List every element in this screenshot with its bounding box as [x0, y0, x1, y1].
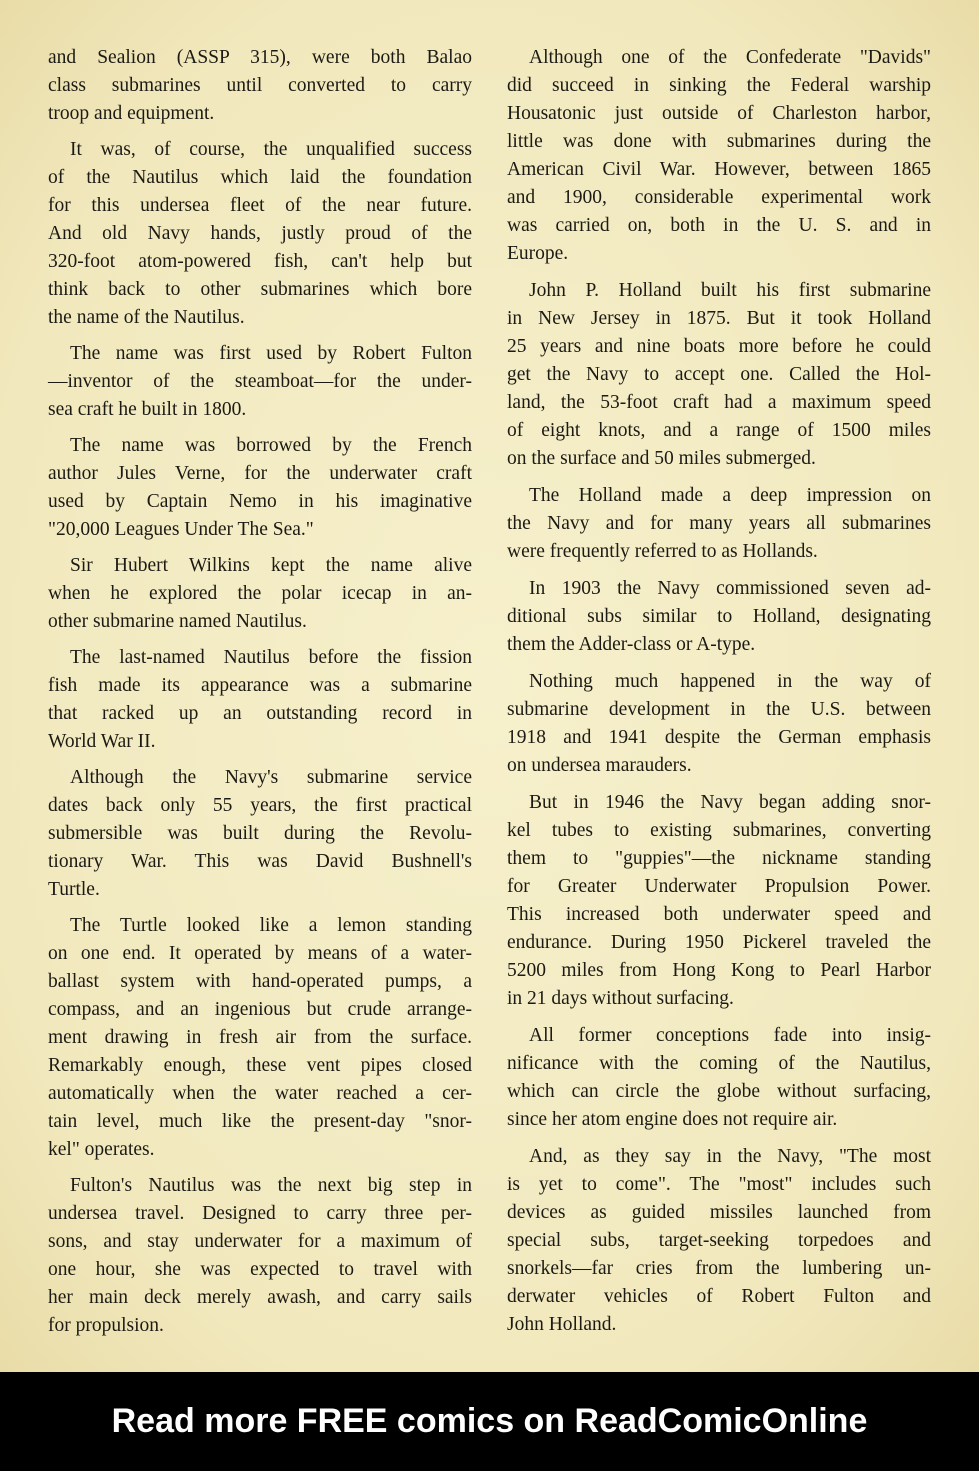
text-line: for this undersea fleet of the near future. [48, 195, 472, 216]
text-line: land, the 53-foot craft had a maximum speed [507, 392, 931, 413]
text-line: derwater vehicles of Robert Fulton and [507, 1286, 931, 1307]
text-line: And, as they say in the Navy, "The most [529, 1146, 931, 1167]
text-line: undersea travel. Designed to carry three per- [48, 1203, 472, 1224]
text-line: other submarine named Nautilus. [48, 611, 307, 632]
text-line: tain level, much like the present-day "snor- [48, 1111, 472, 1132]
text-line: kel tubes to existing submarines, converting [507, 820, 931, 841]
text-line: were frequently referred to as Hollands. [507, 541, 818, 562]
paragraph [48, 44, 472, 128]
paragraph [48, 1172, 472, 1340]
text-line: But in 1946 the Navy began adding snor- [529, 792, 931, 813]
text-line: American Civil War. However, between 1865 [507, 159, 931, 180]
paragraph [48, 644, 472, 756]
text-line: ment drawing in fresh air from the surface. [48, 1027, 472, 1048]
paragraph [48, 552, 472, 636]
text-line: endurance. During 1950 Pickerel traveled the [507, 932, 931, 953]
text-line: snorkels—far cries from the lumbering un- [507, 1258, 931, 1279]
paragraph [507, 1022, 931, 1134]
text-line: one hour, she was expected to travel with [48, 1259, 472, 1280]
left-column [48, 44, 472, 1348]
text-line: submarine development in the U.S. between [507, 699, 931, 720]
text-line: The Holland made a deep impression on [529, 485, 931, 506]
paragraph [507, 482, 931, 566]
text-line: on one end. It operated by means of a water- [48, 943, 472, 964]
text-line: compass, and an ingenious but crude arrange- [48, 999, 472, 1020]
text-line: automatically when the water reached a cer- [48, 1083, 472, 1104]
text-line: It was, of course, the unqualified success [70, 139, 472, 160]
paragraph [507, 575, 931, 659]
text-line: sons, and stay underwater for a maximum of [48, 1231, 472, 1252]
text-line: "20,000 Leagues Under The Sea." [48, 519, 314, 540]
text-line: used by Captain Nemo in his imaginative [48, 491, 472, 512]
text-line: on undersea marauders. [507, 755, 692, 776]
text-line: All former conceptions fade into insig- [529, 1025, 931, 1046]
text-line: 320-foot atom-powered fish, can't help but [48, 251, 472, 272]
text-line: troop and equipment. [48, 103, 215, 124]
text-line: author Jules Verne, for the underwater craft [48, 463, 472, 484]
text-line: Housatonic just outside of Charleston harbor, [507, 103, 931, 124]
text-line: submersible was built during the Revolu- [48, 823, 472, 844]
text-line: 25 years and nine boats more before he could [507, 336, 931, 357]
paragraph [507, 668, 931, 780]
text-line: since her atom engine does not require air. [507, 1109, 838, 1130]
text-line: Fulton's Nautilus was the next big step in [70, 1175, 472, 1196]
text-line: them the Adder-class or A-type. [507, 634, 756, 655]
text-line: of eight knots, and a range of 1500 miles [507, 420, 931, 441]
text-line: The name was first used by Robert Fulton [70, 343, 472, 364]
text-line: And old Navy hands, justly proud of the [48, 223, 472, 244]
text-line: that racked up an outstanding record in [48, 703, 472, 724]
paragraph [507, 44, 931, 268]
text-line: in 21 days without surfacing. [507, 988, 734, 1009]
text-line: John Holland. [507, 1314, 617, 1335]
paragraph [48, 432, 472, 544]
text-line: the Navy and for many years all submarines [507, 513, 931, 534]
text-line: 5200 miles from Hong Kong to Pearl Harbor [507, 960, 931, 981]
text-line: The Turtle looked like a lemon standing [70, 915, 472, 936]
text-line: think back to other submarines which bore [48, 279, 472, 300]
paragraph [507, 789, 931, 1013]
text-line: World War II. [48, 731, 156, 752]
text-line: her main deck merely awash, and carry sails [48, 1287, 472, 1308]
paragraph [507, 277, 931, 473]
text-line: devices as guided missiles launched from [507, 1202, 931, 1223]
text-line: kel" operates. [48, 1139, 155, 1160]
text-line: Nothing much happened in the way of [529, 671, 931, 692]
text-line: was carried on, both in the U. S. and in [507, 215, 931, 236]
text-line: fish made its appearance was a submarine [48, 675, 472, 696]
text-line: In 1903 the Navy commissioned seven ad- [529, 578, 931, 599]
text-line: Turtle. [48, 879, 100, 900]
text-line: in New Jersey in 1875. But it took Holland [507, 308, 931, 329]
text-line: get the Navy to accept one. Called the Hol- [507, 364, 931, 385]
text-line: John P. Holland built his first submarine [529, 280, 931, 301]
promo-banner[interactable] [0, 1372, 979, 1471]
text-line: —inventor of the steamboat—for the under- [48, 371, 472, 392]
text-line: them to "guppies"—the nickname standing [507, 848, 931, 869]
text-line: ballast system with hand-operated pumps, a [48, 971, 472, 992]
text-line: dates back only 55 years, the first practical [48, 795, 472, 816]
text-line: Remarkably enough, these vent pipes closed [48, 1055, 472, 1076]
text-line: Although the Navy's submarine service [70, 767, 472, 788]
paragraph [48, 136, 472, 332]
text-line: Although one of the Confederate "Davids" [529, 47, 931, 68]
text-line: when he explored the polar icecap in an- [48, 583, 472, 604]
text-line: The name was borrowed by the French [70, 435, 472, 456]
text-line: and Sealion (ASSP 315), were both Balao [48, 47, 472, 68]
text-line: for Greater Underwater Propulsion Power. [507, 876, 931, 897]
text-line: class submarines until converted to carry [48, 75, 472, 96]
text-line: nificance with the coming of the Nautilus, [507, 1053, 931, 1074]
paragraph [48, 764, 472, 904]
text-line: for propulsion. [48, 1315, 164, 1336]
paragraph [48, 340, 472, 424]
text-line: which can circle the globe without surfacing, [507, 1081, 931, 1102]
text-line: and 1900, considerable experimental work [507, 187, 931, 208]
text-line: The last-named Nautilus before the fission [70, 647, 472, 668]
text-line: of the Nautilus which laid the foundation [48, 167, 472, 188]
text-line: the name of the Nautilus. [48, 307, 245, 328]
paragraph [507, 1143, 931, 1339]
text-line: ditional subs similar to Holland, designating [507, 606, 931, 627]
paragraph [48, 912, 472, 1164]
text-line: on the surface and 50 miles submerged. [507, 448, 816, 469]
text-line: did succeed in sinking the Federal warship [507, 75, 931, 96]
text-line: is yet to come". The "most" includes such [507, 1174, 931, 1195]
text-line: little was done with submarines during the [507, 131, 931, 152]
banner-text[interactable]: Read more FREE comics on ReadComicOnline [111, 1402, 868, 1440]
text-line: This increased both underwater speed and [507, 904, 931, 925]
text-line: Sir Hubert Wilkins kept the name alive [70, 555, 472, 576]
text-line: special subs, target-seeking torpedoes and [507, 1230, 931, 1251]
text-line: tionary War. This was David Bushnell's [48, 851, 472, 872]
right-column [507, 44, 931, 1348]
text-line: Europe. [507, 243, 569, 264]
text-line: 1918 and 1941 despite the German emphasis [507, 727, 931, 748]
text-line: sea craft he built in 1800. [48, 399, 247, 420]
